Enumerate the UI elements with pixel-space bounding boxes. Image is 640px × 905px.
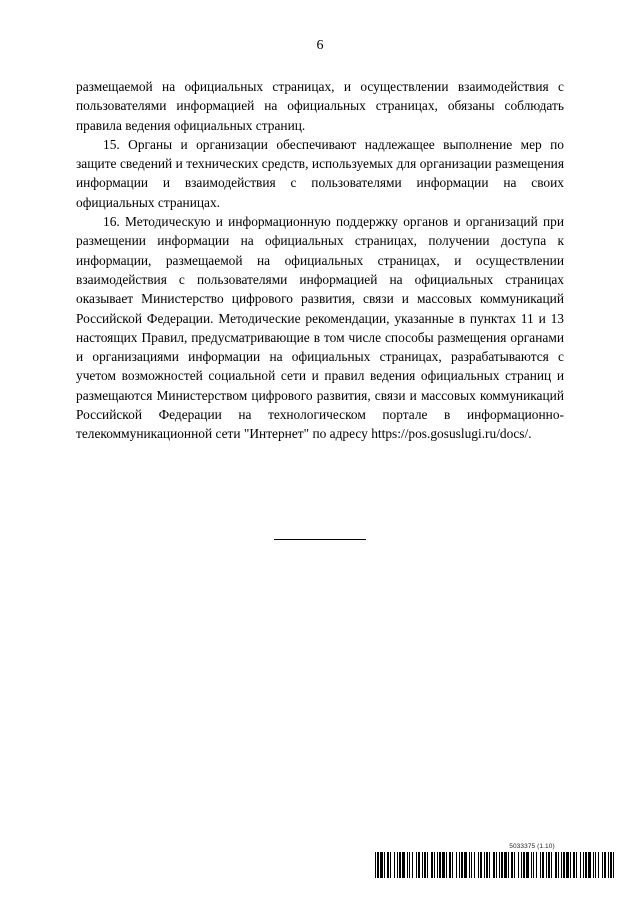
barcode-id-text: 5033375 (1.10) (509, 843, 555, 850)
end-separator-line (274, 539, 366, 540)
paragraph-continuation: размещаемой на официальных страницах, и осуществлении взаимодействия с пользователями информацией на официальных страницах, обязаны соблюдать правила ведения официальных страниц. (76, 79, 564, 133)
paragraph-16: 16. Методическую и информационную поддержку органов и организаций при размещении информации на официальных страницах, получении доступа к информации, размещаемой на официальных страницах, и осуществлении взаимодействия с пользователями информацией на официальных страницах оказывает Министерство цифрового развития, связи и массовых коммуникаций Российской Федерации. Методические рекомендации, указанные в пунктах 11 и 13 настоящих Правил, предусматривающие в том числе способы размещения органами и организациями информации на официальных страницах, разрабатываются с учетом возможностей социальной сети и правил ведения официальных страниц и размещаются Министерством цифрового развития, связи и массовых коммуникаций Российской Федерации на технологическом портале в информационно-телекоммуникационной сети "Интернет" по адресу https://pos.gosuslugi.ru/docs/. (76, 214, 564, 442)
barcode-icon (375, 852, 615, 878)
paragraph-15: 15. Органы и организации обеспечивают надлежащее выполнение мер по защите сведений и технических средств, используемых для организации размещения информации и взаимодействия с пользователями информации на своих официальных страницах. (76, 136, 564, 210)
document-body (76, 77, 564, 444)
page-number: 6 (316, 38, 324, 53)
